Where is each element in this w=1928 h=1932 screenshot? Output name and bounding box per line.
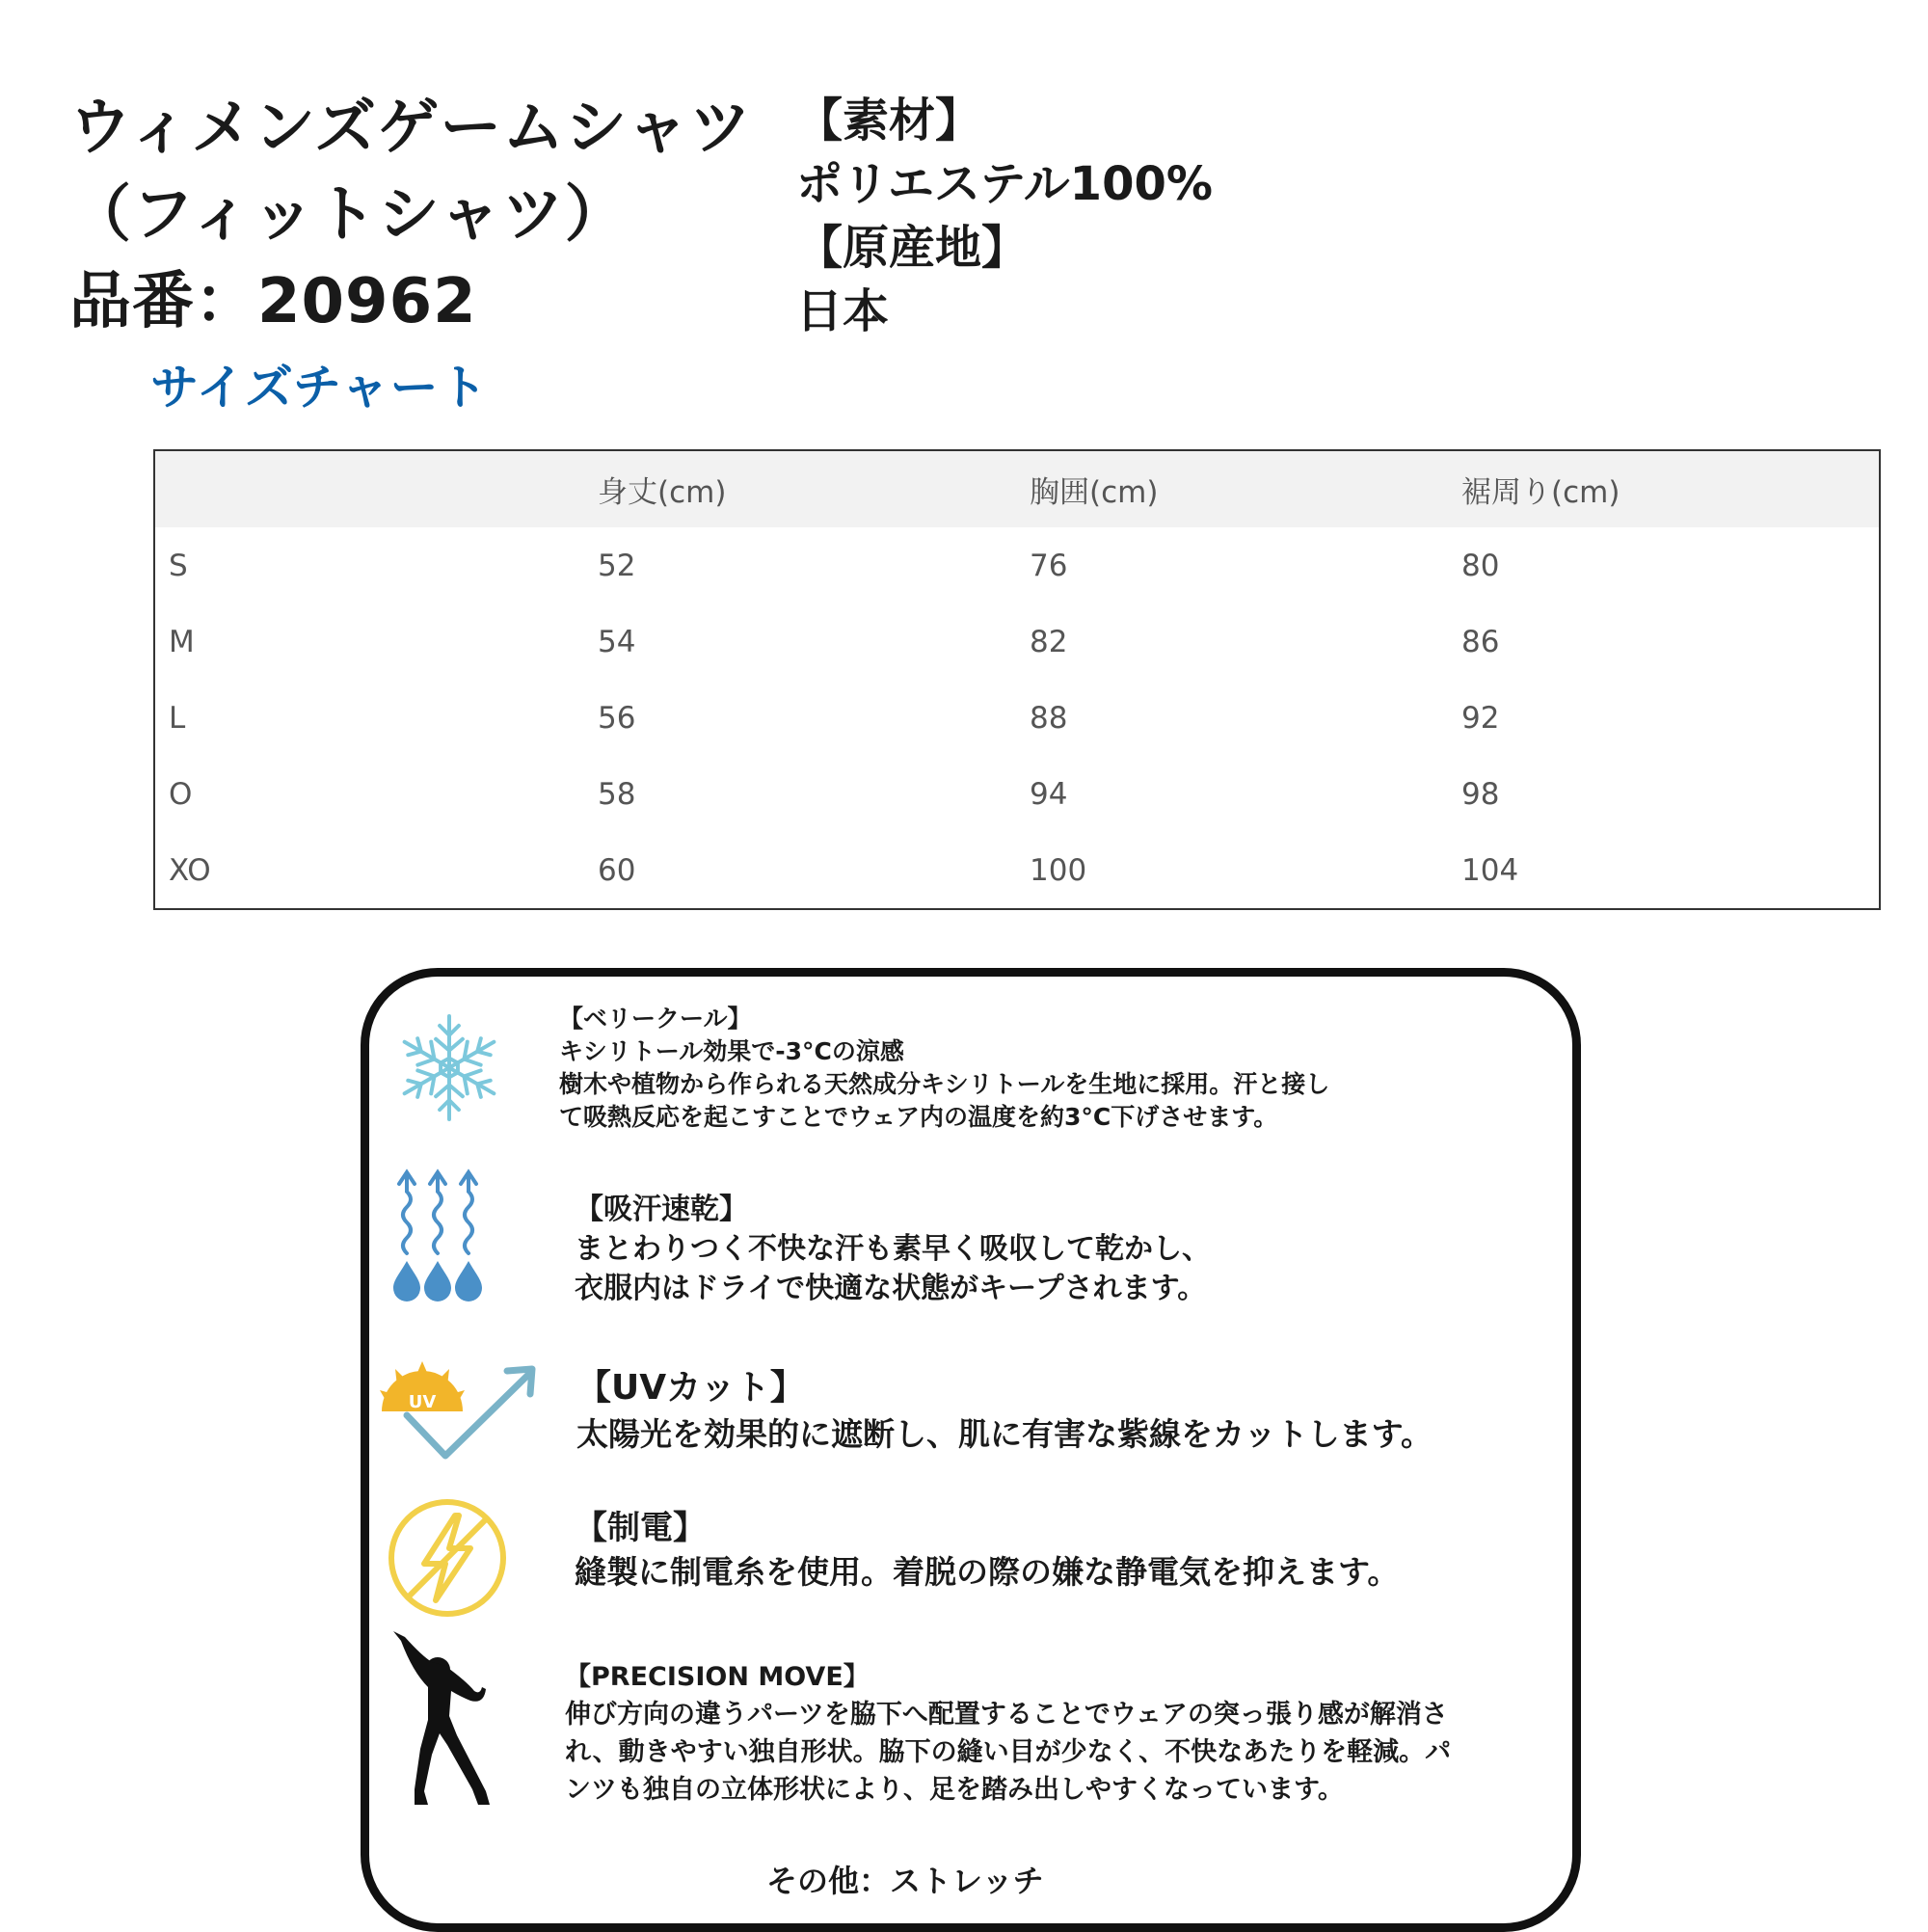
hem-cell: 86: [1461, 624, 1500, 659]
size-cell: M: [169, 624, 195, 659]
feature-text-line: キシリトール効果で-3°Cの涼感: [559, 1037, 904, 1065]
hem-cell: 98: [1461, 777, 1500, 813]
stretching-person-icon: [389, 1627, 515, 1811]
size-chart-table: [153, 449, 1881, 910]
column-header-chest: 胸囲(cm): [1030, 475, 1159, 510]
feature-text-line: れ、動きやすい独自形状。脇下の縫い目が少なく、不快なあたりを軽減。パ: [565, 1737, 1452, 1767]
feature-title: 【吸汗速乾】: [575, 1193, 748, 1226]
size-table-header-row: [154, 450, 1880, 527]
length-cell: 56: [598, 700, 636, 736]
other-features: その他：ストレッチ: [766, 1863, 1044, 1899]
sweat-drops-icon: [391, 1167, 484, 1303]
length-cell: 54: [598, 624, 636, 659]
chest-cell: 88: [1030, 700, 1068, 736]
product-name-line1: ウィメンズゲームシャツ: [69, 93, 752, 164]
size-cell: XO: [169, 852, 211, 888]
feature-text-line: て吸熱反応を起こすことでウェア内の温度を約3°C下げさせます。: [559, 1103, 1278, 1131]
feature-title: 【UVカット】: [576, 1368, 805, 1408]
feature-text-line: 縫製に制電糸を使用。着脱の際の嫌な静電気を抑えます。: [575, 1553, 1400, 1591]
chest-cell: 82: [1030, 624, 1068, 659]
feature-text-line: 樹木や植物から作られる天然成分キシリトールを生地に採用。汗と接し: [559, 1070, 1330, 1098]
length-cell: 58: [598, 777, 636, 813]
length-cell: 52: [598, 548, 636, 583]
feature-title: 【ベリークール】: [559, 1005, 752, 1033]
hem-cell: 92: [1461, 700, 1500, 736]
feature-text-line: ンツも独自の立体形状により、足を踏み出しやすくなっています。: [565, 1775, 1344, 1805]
hem-cell: 80: [1461, 548, 1500, 583]
product-name-line2: （フィットシャツ）: [69, 179, 628, 251]
material-label: 【素材】: [796, 94, 982, 148]
feature-text-line: まとわりつく不快な汗も素早く吸収して乾かし、: [575, 1232, 1211, 1266]
table-row: [154, 680, 1880, 756]
length-cell: 60: [598, 852, 636, 888]
table-row: [154, 527, 1880, 604]
hem-cell: 104: [1461, 852, 1519, 888]
table-row: [154, 604, 1880, 680]
feature-text-line: 太陽光を効果的に遮断し、肌に有害な紫線をカットします。: [576, 1415, 1433, 1453]
uv-cut-icon: [372, 1357, 542, 1463]
origin-label: 【原産地】: [796, 221, 1029, 275]
size-cell: O: [169, 777, 193, 813]
size-cell: S: [169, 548, 188, 583]
table-row: [154, 833, 1880, 909]
size-chart-heading: サイズチャート: [150, 360, 489, 416]
spec-block: [796, 89, 1213, 343]
snowflake-icon: [391, 1012, 507, 1123]
product-number: 品番：20962: [69, 266, 477, 337]
feature-text-line: 伸び方向の違うパーツを脇下へ配置することでウェアの突っ張り感が解消さ: [565, 1700, 1448, 1730]
feature-title: 【制電】: [575, 1509, 706, 1547]
column-header-size: [154, 450, 598, 527]
chest-cell: 76: [1030, 548, 1068, 583]
uv-text: UV: [408, 1392, 437, 1412]
chest-cell: 94: [1030, 777, 1068, 813]
material-value: ポリエステル100%: [796, 157, 1213, 211]
feature-title: 【PRECISION MOVE】: [565, 1662, 870, 1692]
chest-cell: 100: [1030, 852, 1087, 888]
origin-value: 日本: [796, 284, 890, 338]
feature-text-line: 衣服内はドライで快適な状態がキープされます。: [575, 1272, 1207, 1305]
table-row: [154, 757, 1880, 833]
column-header-hem: 裾周り(cm): [1461, 475, 1620, 510]
product-title-block: [69, 85, 752, 345]
column-header-length: 身丈(cm): [598, 475, 727, 510]
size-cell: L: [169, 700, 186, 736]
antistatic-icon: [382, 1492, 513, 1623]
